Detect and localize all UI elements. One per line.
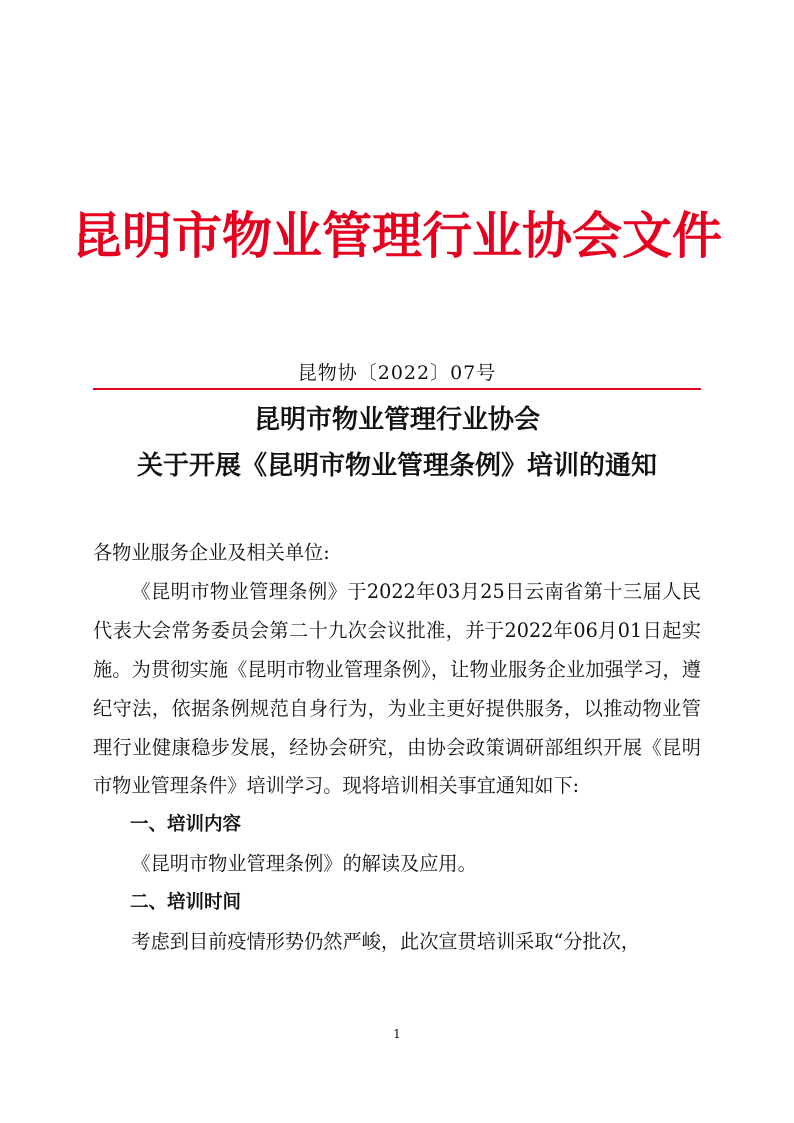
section-heading-content: 一、培训内容 [130,814,242,836]
notice-title-line2: 关于开展《昆明市物业管理条例》培训的通知 [136,451,657,481]
body-paragraph: 《昆明市物业管理条例》于2022年03月25日云南省第十三届人民代表大会常务委员会第二十九次会议批准，并于2022年06月01日起实施。为贯彻实施《昆明市物业管理条例》，让物业服务企业加强学习，遵纪守法，依据条例规范自身行为，为业主更好提供服务，以推动物业管理行业健康稳步发展，经协会研究，由协会政策调研部组织开展《昆明市物业管理条件》培训学习。现将培训相关事宜通知如下: [93,579,701,798]
salutation: 各物业服务企业及相关单位: [93,541,330,564]
masthead: 昆明市物业管理行业协会文件 [72,207,722,265]
page-number: 1 [393,1027,401,1041]
document-number: 昆物协〔2022〕07号 [297,362,497,384]
body-paragraph: 《昆明市物业管理条例》的解读及应用。 [131,852,477,876]
red-divider [93,388,701,390]
body-paragraph: 考虑到目前疫情形势仍然严峻，此次宣贯培训采取“分批次， [131,930,641,954]
section-heading-time: 二、培训时间 [130,892,242,914]
notice-body [93,534,701,962]
notice-title-line1: 昆明市物业管理行业协会 [253,405,540,435]
